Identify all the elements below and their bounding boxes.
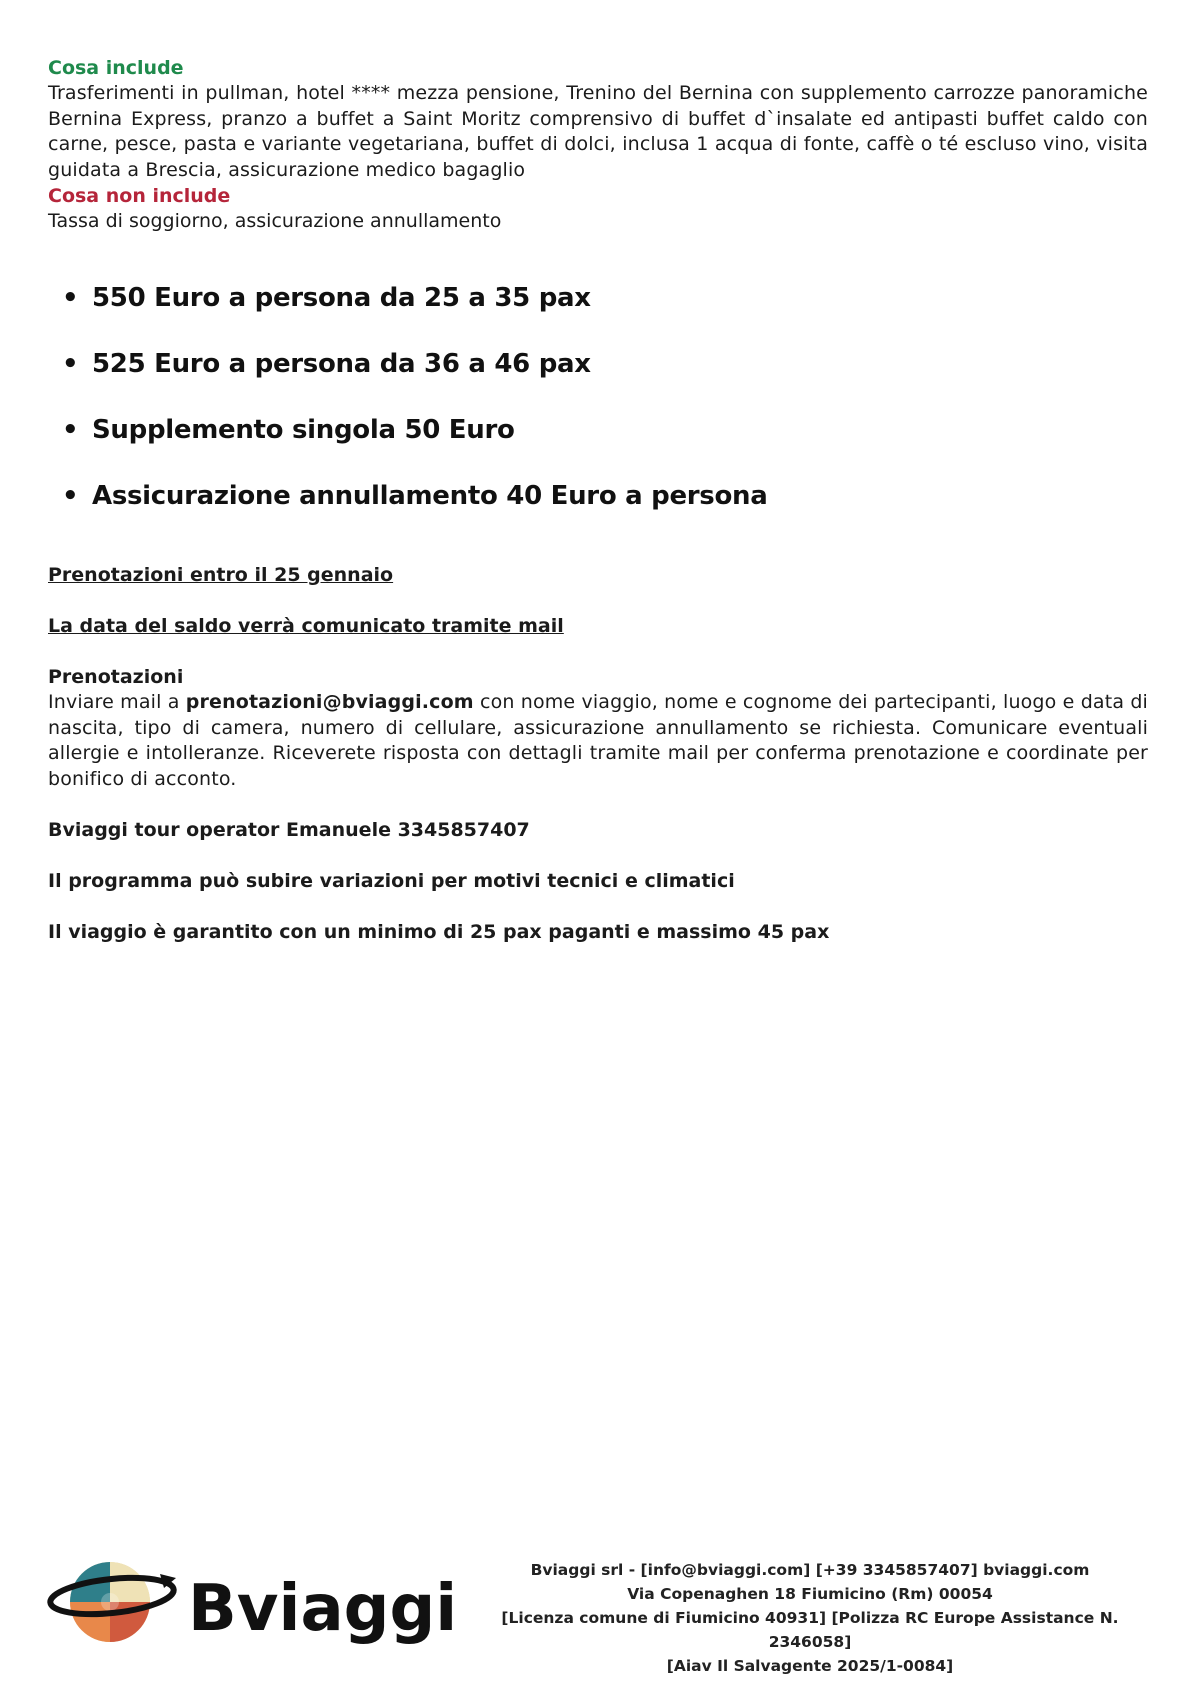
footer-line-association: [Aiav Il Salvagente 2025/1-0084] bbox=[666, 1657, 954, 1675]
price-list bbox=[62, 279, 768, 543]
guarantee-block bbox=[48, 919, 1148, 945]
price-item: • 550 Euro a persona da 25 a 35 pax bbox=[62, 279, 768, 345]
booking-block bbox=[48, 664, 1148, 792]
variations-block bbox=[48, 868, 1148, 894]
balance-note: La data del saldo verrà comunicato tramite mail bbox=[48, 615, 564, 637]
operator-block bbox=[48, 817, 1148, 843]
operator-contact: Bviaggi tour operator Emanuele 3345857407 bbox=[48, 819, 530, 841]
deadline-block bbox=[48, 562, 1148, 588]
bviaggi-logo bbox=[48, 1552, 458, 1648]
booking-heading: Prenotazioni bbox=[48, 666, 184, 688]
footer-line-address: Via Copenaghen 18 Fiumicino (Rm) 00054 bbox=[627, 1585, 993, 1603]
footer-info bbox=[470, 1558, 1150, 1678]
price-item: • 525 Euro a persona da 36 a 46 pax bbox=[62, 345, 768, 411]
includes-heading: Cosa include bbox=[48, 57, 184, 79]
booking-email-link[interactable]: prenotazioni@bviaggi.com bbox=[185, 691, 474, 713]
excludes-heading: Cosa non include bbox=[48, 185, 231, 207]
footer-line-license: [Licenza comune di Fiumicino 40931] [Polizza RC Europe Assistance N. 2346058] bbox=[501, 1609, 1119, 1651]
footer-line-contact: Bviaggi srl - [info@bviaggi.com] [+39 3345857407] bviaggi.com bbox=[530, 1561, 1090, 1579]
document-body bbox=[48, 55, 1148, 511]
bullet-icon: • bbox=[62, 415, 79, 445]
booking-deadline: Prenotazioni entro il 25 gennaio bbox=[48, 564, 394, 586]
booking-text: Inviare mail a prenotazioni@bviaggi.com con nome viaggio, nome e cognome dei partecipanti, luogo e data di nascita, tipo di camera, numero di cellulare, assicurazione annullamento se richiesta. Comunicare eventuali allergie e intolleranze. Riceverete risposta con dettagli tramite mail per conferma prenotazione e coordinate per bonifico di acconto. bbox=[48, 691, 1148, 790]
includes-text: Trasferimenti in pullman, hotel **** mezza pensione, Trenino del Bernina con supplemento carrozze panoramiche Bernina Express, pranzo a buffet a Saint Moritz comprensivo di buffet d`insalate ed antipasti buffet caldo con carne, pesce, pasta e variante vegetariana, buffet di dolci, inclusa 1 acqua di fonte, caffè o té escluso vino, visita guidata a Brescia, assicurazione medico bagaglio bbox=[48, 82, 1148, 181]
price-item: • Supplemento singola 50 Euro bbox=[62, 411, 768, 477]
logo-icon bbox=[48, 1552, 458, 1648]
excludes-text: Tassa di soggiorno, assicurazione annullamento bbox=[48, 210, 502, 232]
guarantee-note: Il viaggio è garantito con un minimo di 25 pax paganti e massimo 45 pax bbox=[48, 921, 830, 943]
bullet-icon: • bbox=[62, 481, 79, 511]
price-item: • Assicurazione annullamento 40 Euro a persona bbox=[62, 477, 768, 543]
variations-note: Il programma può subire variazioni per motivi tecnici e climatici bbox=[48, 870, 735, 892]
balance-block bbox=[48, 613, 1148, 639]
bullet-icon: • bbox=[62, 283, 79, 313]
bullet-icon: • bbox=[62, 349, 79, 379]
logo-wordmark: Bviaggi bbox=[188, 1572, 458, 1646]
